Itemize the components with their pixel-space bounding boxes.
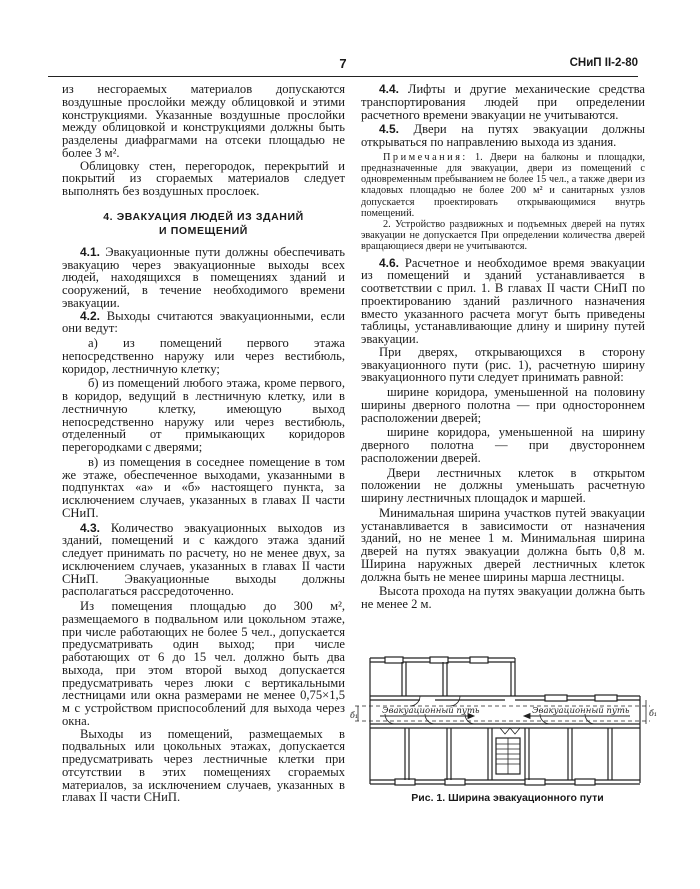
clause-number: 4.6. [379,255,400,270]
clause-4-1 [62,246,345,310]
clause-text: Лифты и другие механические средства транспортирования людей при определении расчетного времени эвакуации не учитываются. [361,82,645,122]
subclause-v: в) из помещения в соседнее помещение в том же этаже, обеспеченное выходами, указанными в подпунктах «а» и «б» настоящего пункта, за исключением случаев, указанных в главах II части СНиП. [62,454,345,520]
subclause-a: а) из помещений первого этажа непосредственно наружу или через вестибюль, коридор, лестничную клетку; [62,336,345,376]
notes-block [361,152,645,253]
clause-number: 4.3. [80,520,101,535]
paragraph: Из помещения площадью до 300 м², размещаемого в подвальном или цокольном этаже, при числе работающих не более 5 чел., допускается предусматривать один выход; при числе работающих от 6 до 15 чел. должно быть два выхода, при этом второй выход допускается предусматривать через люки с вертикальными лестницами или окна размерами не менее 0,75×1,5 м с устройством приспособлений для выхода через окна. [62,599,345,728]
floor-plan-figure [350,648,660,788]
evac-path-label-right: Эвакуационный путь [532,706,630,716]
clause-text: Количество эвакуационных выходов из зданий, помещений и с каждого этажа зданий следует принимать по расчету, но не менее двух, за исключением случаев, указанных в главах II части СНиП. Эвакуационные выходы должны располагаться рассредоточенно. [62,520,345,599]
dimension-label-left: б₁ [350,711,359,720]
evac-path-label-left: Эвакуационный путь [382,706,480,716]
paragraph: ширине коридора, уменьшенной на половину ширины дверного полотна — при одностороннем расположении дверей; [361,385,645,425]
subclause-b: б) из помещений любого этажа, кроме первого, в коридор, ведущий в лестничную клетку, или в лестничную клетку, имеющую выход непосредственно наружу или через вестибюль, отделенный от примыкающих коридоров перегородками с дверями; [62,376,345,454]
clause-4-3 [62,522,345,599]
clause-number: 4.2. [80,308,101,323]
document-code: СНиП II-2-80 [569,57,638,69]
page-number: 7 [339,56,347,71]
clause-4-4 [361,83,645,121]
clause-text: Эвакуационные пути должны обеспечивать эвакуацию через эвакуационные выходы всех людей, находящихся в помещениях зданий и сооружений, в течение необходимого времени эвакуации. [62,244,345,310]
clause-text: Выходы считаются эвакуационными, если они ведут: [62,308,345,336]
clause-number: 4.1. [80,244,101,259]
paragraph: из несгораемых материалов допускаются воздушные прослойки между облицовкой и этими конструкциями. Указанные воздушные прослойки между облицовкой и конструкциями должны быть разделены диафрагмами на отсеки площадью не более 3 м². [62,82,345,160]
paragraph: Высота прохода на путях эвакуации должна быть не менее 2 м. [361,584,645,612]
clause-number: 4.4. [379,82,400,96]
paragraph: Выходы из помещений, размещаемых в подвальных или цокольных этажах, допускается предусматривать через лестничные клетки при отсутствии в этих помещениях сгораемых материалов, за исключением случаев, указанных в главах II части СНиП. [62,726,345,805]
paragraph: Двери лестничных клеток в открытом положении не должны уменьшать расчетную ширину лестничных площадок и маршей. [361,465,645,506]
note-text: 1. Двери на балконы и площадки, предназначенные для эвакуации, двери из помещений с одновременным пребыванием не более 15 чел., а также двери из кладовых площадью не более 200 м² и санитарных узлов допускается проектировать открывающимися внутрь помещений. [361,151,645,219]
note-1 [361,152,645,219]
clause-4-6 [361,257,645,346]
notes-label: Примечания: [383,151,468,163]
section-heading [62,210,345,238]
clause-number: 4.5. [379,122,400,137]
clause-text: Расчетное и необходимое время эвакуации из помещений и зданий устанавливается в соответствии с прил. 1. В главах II части СНиП по проектированию зданий различного назначения вместо указанного расчета могут быть приведены таблицы, устанавливающие длину и ширину путей эвакуации. [361,255,645,347]
left-column [62,83,345,804]
note-2: 2. Устройство раздвижных и подъемных дверей на путях эвакуации не допускается При определении количества дверей вращающиеся двери не учитываются. [361,218,645,253]
clause-4-5 [361,123,645,149]
clause-text: Двери на путях эвакуации должны открываться по направлению выхода из здания. [361,122,645,149]
section-heading-line: 4. ЭВАКУАЦИЯ ЛЮДЕЙ ИЗ ЗДАНИЙ [103,210,304,223]
figure-caption: Рис. 1. Ширина эвакуационного пути [411,792,604,804]
dimension-label-right: б₁ [649,709,658,718]
clause-4-2 [62,310,345,336]
right-column [361,83,645,611]
paragraph: Облицовку стен, перегородок, перекрытий и покрытий из сгораемых материалов следует выполнять без воздушных прослоек. [62,158,345,198]
paragraph: ширине коридора, уменьшенной на ширину дверного полотна — при двустороннем расположении дверей. [361,425,645,465]
paragraph: При дверях, открывающихся в сторону эвакуационного пути (рис. 1), расчетную ширину эвакуационного пути следует принимать равной: [361,344,645,385]
section-heading-line: И ПОМЕЩЕНИЙ [159,224,248,237]
paragraph: Минимальная ширина участков путей эвакуации устанавливается в зависимости от назначения зданий, но не менее 1 м. Минимальная ширина дверей на путях эвакуации должна быть 0,8 м. Ширина наружных дверей лестничных клеток должна быть не менее ширины марша лестницы. [361,505,645,584]
page-header [48,56,638,77]
